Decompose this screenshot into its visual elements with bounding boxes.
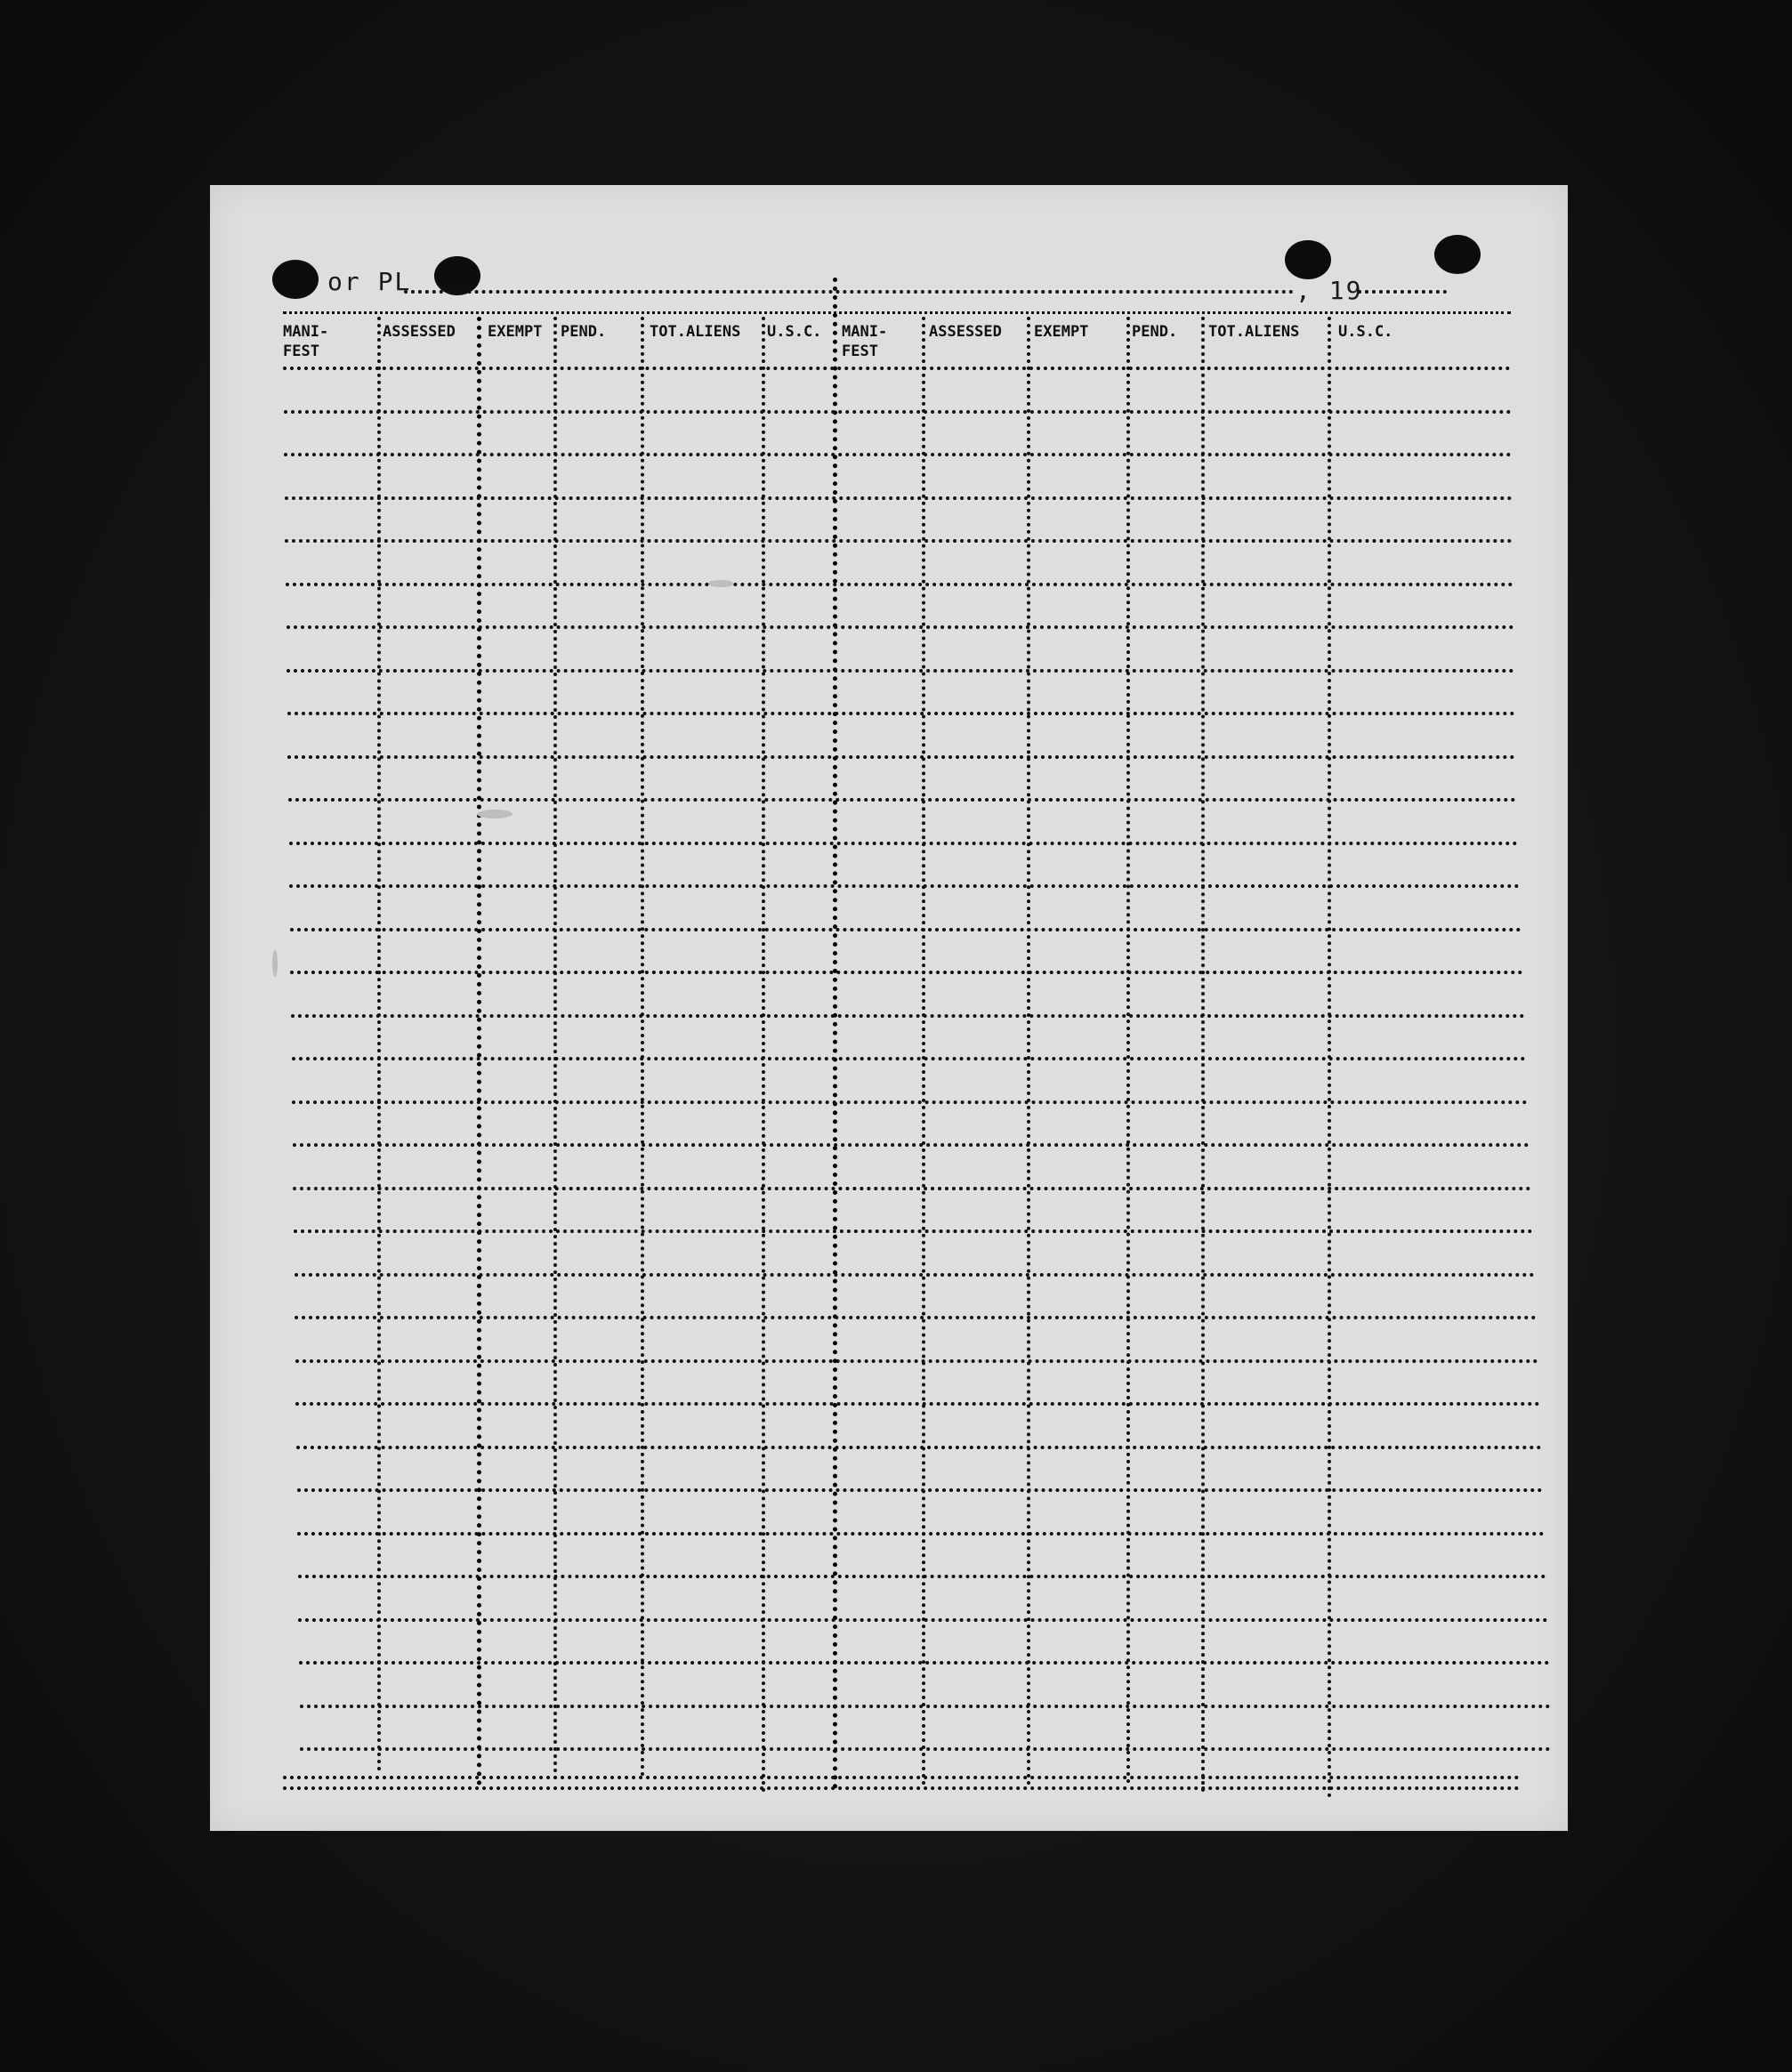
row-rule xyxy=(300,1747,1551,1751)
row-rule xyxy=(291,1014,1525,1018)
form-sheet xyxy=(210,185,1568,1831)
punch-hole xyxy=(1434,235,1481,274)
col-header-total-aliens-2: TOT.ALIENS xyxy=(1208,323,1300,341)
col-header-total-aliens: TOT.ALIENS xyxy=(650,323,741,341)
form-prefix: or PL xyxy=(327,267,412,296)
row-rule xyxy=(289,884,1520,888)
row-rule xyxy=(298,1618,1548,1622)
row-rule xyxy=(284,410,1512,414)
closing-rule xyxy=(283,1786,1520,1790)
row-rule xyxy=(286,583,1514,586)
col-header-pending: PEND. xyxy=(561,323,607,341)
col-header-assessed: ASSESSED xyxy=(383,323,456,341)
column-rule xyxy=(641,317,644,1778)
row-rule xyxy=(285,496,1513,500)
row-rule xyxy=(293,1187,1531,1190)
row-rule xyxy=(296,1446,1542,1449)
col-header-pending-2: PEND. xyxy=(1132,323,1178,341)
row-rule xyxy=(295,1316,1537,1319)
closing-rule xyxy=(283,1776,1520,1779)
col-header-exempt-2: EXEMPT xyxy=(1034,323,1089,341)
row-rule xyxy=(285,539,1513,543)
paper-speck xyxy=(477,810,513,818)
row-rule xyxy=(295,1359,1538,1363)
column-rule xyxy=(833,278,837,1790)
punch-hole xyxy=(1285,240,1331,279)
column-rule xyxy=(1027,317,1030,1786)
row-rule xyxy=(287,625,1514,629)
row-rule xyxy=(290,928,1522,931)
row-rule xyxy=(284,453,1512,456)
row-rule xyxy=(299,1661,1550,1665)
row-rule xyxy=(300,1705,1551,1708)
year-label: , 19 xyxy=(1296,276,1363,305)
row-rule xyxy=(283,367,1511,370)
column-rule xyxy=(1201,317,1205,1794)
header-fill-line xyxy=(1358,290,1447,294)
row-rule xyxy=(297,1532,1545,1536)
punch-hole xyxy=(272,260,319,299)
col-header-usc: U.S.C. xyxy=(767,323,822,341)
row-rule xyxy=(290,971,1522,974)
row-rule xyxy=(292,1057,1527,1060)
column-rule xyxy=(377,317,381,1772)
col-header-manifest-2: MANI- FEST xyxy=(842,323,888,360)
row-rule xyxy=(293,1143,1530,1147)
row-rule xyxy=(295,1402,1539,1406)
paper-speck xyxy=(272,950,278,977)
column-rule xyxy=(553,317,557,1781)
row-rule xyxy=(287,712,1515,715)
col-header-manifest: MANI- FEST xyxy=(283,323,329,360)
col-header-usc-2: U.S.C. xyxy=(1338,323,1393,341)
header-rule xyxy=(283,311,1511,314)
row-rule xyxy=(289,842,1518,845)
column-rule xyxy=(762,317,765,1794)
header-fill-line xyxy=(404,290,1294,294)
column-rule xyxy=(1126,317,1130,1785)
row-rule xyxy=(294,1229,1533,1233)
row-rule xyxy=(287,755,1515,759)
column-rule xyxy=(477,317,481,1786)
paper-speck xyxy=(708,580,733,587)
col-header-exempt: EXEMPT xyxy=(488,323,543,341)
row-rule xyxy=(298,1575,1546,1578)
row-rule xyxy=(287,669,1514,673)
col-header-assessed-2: ASSESSED xyxy=(929,323,1002,341)
column-rule xyxy=(922,317,925,1786)
row-rule xyxy=(297,1488,1544,1492)
row-rule xyxy=(292,1100,1528,1104)
row-rule xyxy=(295,1273,1535,1277)
row-rule xyxy=(288,798,1516,802)
